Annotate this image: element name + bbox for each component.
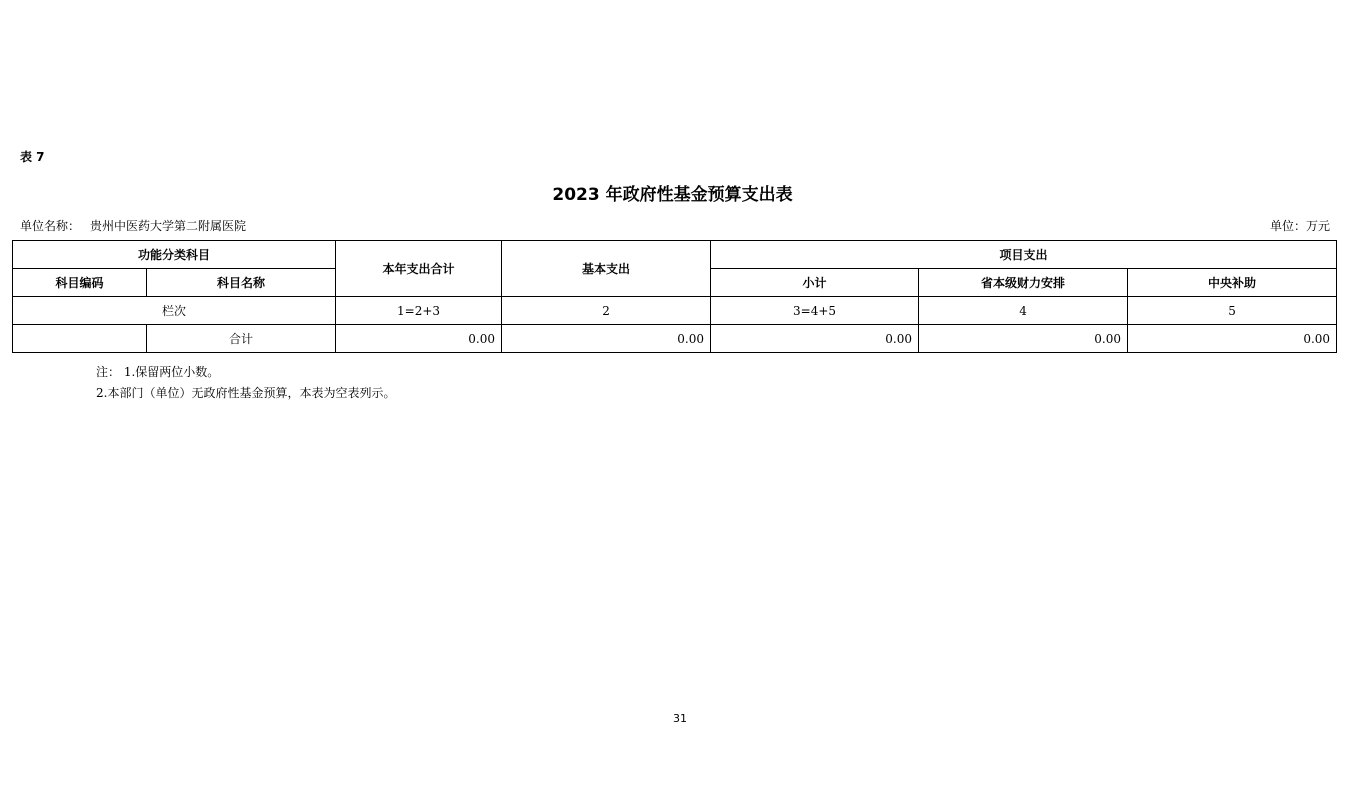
column-index-4: 4 [919,297,1128,325]
page-title: 2023 年政府性基金预算支出表 [552,185,793,205]
total-subtotal: 0.00 [711,325,919,353]
header-subject-code: 科目编码 [13,269,147,297]
header-subtotal: 小计 [711,269,919,297]
notes [96,362,395,404]
column-index-3: 3=4+5 [711,297,919,325]
unit-name-group [20,217,246,234]
total-year-total: 0.00 [336,325,502,353]
note-2: 2.本部门（单位）无政府性基金预算，本表为空表列示。 [96,386,396,400]
budget-table [12,240,1337,353]
total-code [13,325,147,353]
total-provincial: 0.00 [919,325,1128,353]
total-central: 0.00 [1128,325,1337,353]
unit-name-label: 单位名称： [20,219,81,233]
column-index-1: 1=2+3 [336,297,502,325]
header-provincial: 省本级财力安排 [919,269,1128,297]
column-index-2: 2 [502,297,711,325]
header-row-1 [13,241,1337,269]
header-function-category: 功能分类科目 [13,241,336,269]
total-label: 合计 [147,325,336,353]
column-index-5: 5 [1128,297,1337,325]
header-project: 项目支出 [711,241,1337,269]
page-number: 31 [673,712,687,725]
header-year-total: 本年支出合计 [336,241,502,297]
header-subject-name: 科目名称 [147,269,336,297]
column-index-label: 栏次 [13,297,336,325]
unit-label: 单位：万元 [1269,219,1330,233]
total-basic: 0.00 [502,325,711,353]
header-basic: 基本支出 [502,241,711,297]
meta-row [20,217,1330,234]
column-index-row [13,297,1337,325]
table-number-label: 表 7 [20,150,45,164]
note-1: 注： 1.保留两位小数。 [96,365,220,379]
total-row [13,325,1337,353]
unit-name-value: 贵州中医药大学第二附属医院 [90,219,247,233]
header-central: 中央补助 [1128,269,1337,297]
